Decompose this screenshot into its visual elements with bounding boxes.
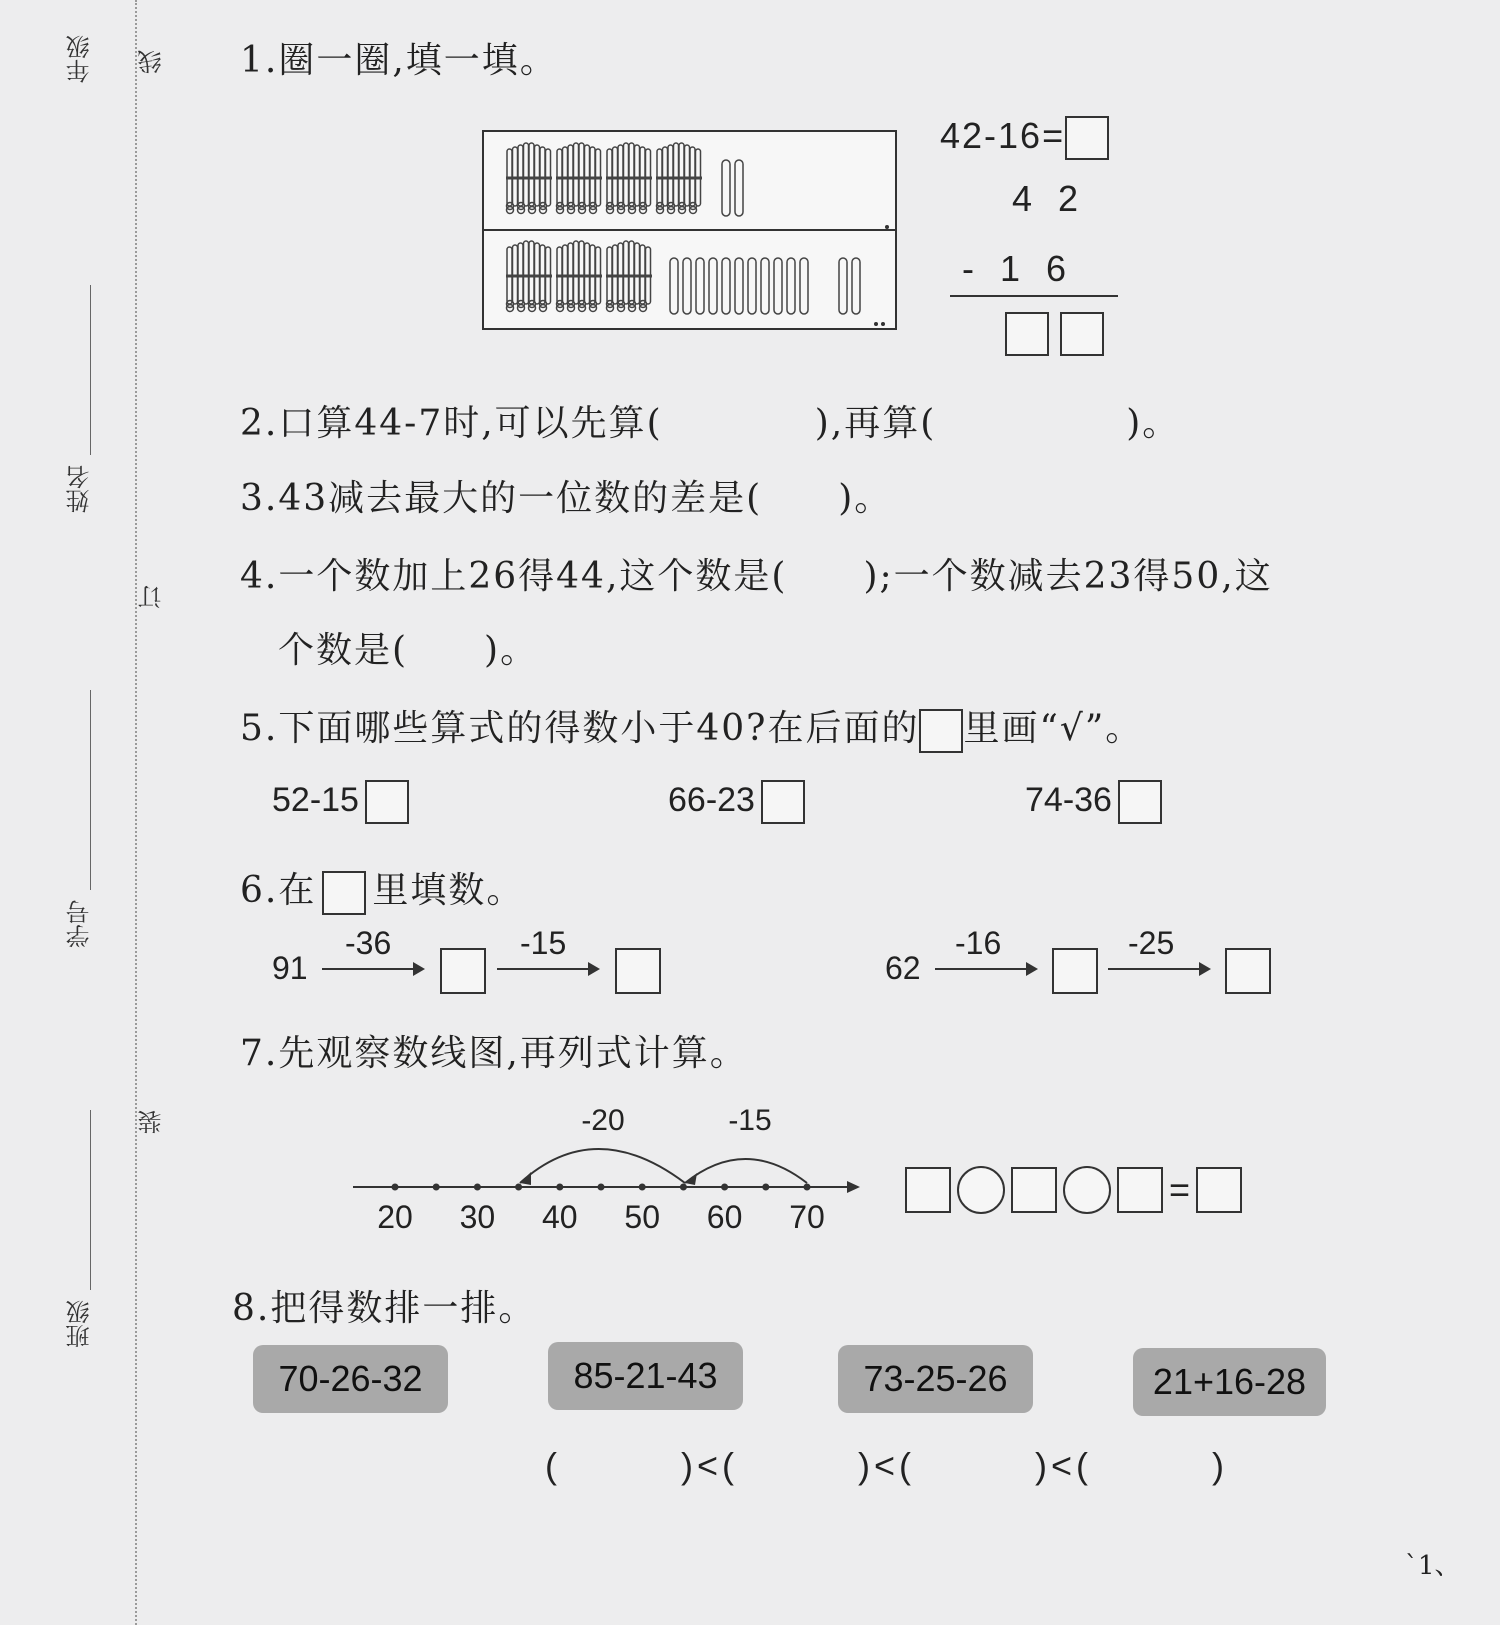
- q6-chain2-box2[interactable]: [1225, 948, 1271, 994]
- q8-expr-4: 21+16-28: [1133, 1348, 1326, 1416]
- q5-item-3: 74-36: [1025, 780, 1162, 824]
- q1-equation: 42-16=: [940, 115, 1109, 160]
- q7-circle-1[interactable]: [957, 1166, 1005, 1214]
- q6-chain2-start: 62: [885, 950, 921, 986]
- bind-line-char: 线: [138, 50, 166, 74]
- q5-item-2: 66-23: [668, 780, 805, 824]
- q8-expr-3: 73-25-26: [838, 1345, 1033, 1413]
- q1-sum-line: [950, 295, 1118, 297]
- q2-text: 2.口算44-7时,可以先算( ),再算( )。: [240, 403, 1181, 444]
- q5-item-1: 52-15: [272, 780, 409, 824]
- q8-order-line: ( )<( )<( )<( ): [545, 1445, 1228, 1486]
- tick-label-60: 60: [706, 1199, 743, 1235]
- q1-ones-box[interactable]: [1060, 312, 1104, 356]
- binding-dotted-line: [135, 0, 137, 1625]
- q5-checkbox-2[interactable]: [761, 780, 805, 824]
- jump-arc-15: [685, 1159, 807, 1183]
- number-line-tick-labels: [377, 1199, 825, 1235]
- class-label: 班级: [66, 1300, 94, 1348]
- jump-arc-20: [520, 1149, 685, 1183]
- student-no-underline[interactable]: [90, 690, 91, 890]
- q6-chain1-op1: -36: [345, 925, 392, 961]
- name-underline[interactable]: [90, 285, 91, 455]
- student-no-label: 学号: [66, 900, 94, 948]
- q7-title: 7.先观察数线图,再列式计算。: [240, 1033, 748, 1074]
- q1-top-digits: 4 2: [1012, 178, 1087, 219]
- page-number: `1、: [1405, 1551, 1461, 1581]
- bind-zhuang-char: 装: [138, 1110, 166, 1134]
- q1-tens-box[interactable]: [1005, 312, 1049, 356]
- q7-box-3[interactable]: [1117, 1167, 1163, 1213]
- tick-label-30: 30: [459, 1199, 496, 1235]
- q8-expr-2: 85-21-43: [548, 1342, 743, 1410]
- q5-sample-box: [919, 709, 963, 753]
- q7-box-result[interactable]: [1196, 1167, 1242, 1213]
- q6-chain1-box1[interactable]: [440, 948, 486, 994]
- tick-label-50: 50: [624, 1199, 660, 1235]
- q8-title: 8.把得数排一排。: [232, 1288, 537, 1329]
- sticks-picture: [482, 130, 897, 330]
- class-underline[interactable]: [90, 1110, 91, 1290]
- q7-box-2[interactable]: [1011, 1167, 1057, 1213]
- q6-chain1-start: 91: [272, 950, 308, 986]
- q6-chain1-box2[interactable]: [615, 948, 661, 994]
- q3-text: 3.43减去最大的一位数的差是( )。: [240, 478, 893, 519]
- jump-label-20: -20: [581, 1104, 625, 1137]
- q4-line2: 个数是( )。: [278, 630, 539, 671]
- q6-chain1-op2: -15: [520, 925, 567, 961]
- name-label: 姓名: [66, 465, 94, 513]
- q6-chain2-arrow2: [1108, 968, 1208, 970]
- grade-label: 年级: [66, 35, 94, 83]
- jump-label-15: -15: [728, 1104, 772, 1137]
- q5-checkbox-3[interactable]: [1118, 780, 1162, 824]
- q6-text: 6.在 里填数。: [240, 862, 524, 915]
- q5-checkbox-1[interactable]: [365, 780, 409, 824]
- q6-chain2-box1[interactable]: [1052, 948, 1098, 994]
- q1-sub-digits: - 1 6: [962, 248, 1075, 289]
- q7-equals: =: [1169, 1169, 1191, 1210]
- q6-sample-box: [322, 871, 366, 915]
- q6-chain1-arrow2: [497, 968, 597, 970]
- bind-ding-char: 订: [138, 585, 166, 609]
- q6-chain2-op2: -25: [1128, 925, 1175, 961]
- q6-chain2-arrow1: [935, 968, 1035, 970]
- tick-label-40: 40: [542, 1199, 578, 1235]
- q6-chain1-arrow1: [322, 968, 422, 970]
- q7-circle-2[interactable]: [1063, 1166, 1111, 1214]
- tick-label-20: 20: [377, 1199, 413, 1235]
- q1-result-boxes: [1005, 312, 1104, 356]
- q4-line1: 4.一个数加上26得44,这个数是( );一个数减去23得50,这: [240, 556, 1273, 597]
- q6-chain2-op1: -16: [955, 925, 1002, 961]
- q7-equation-template: [905, 1167, 1242, 1213]
- q5-text: 5.下面哪些算式的得数小于40?在后面的 里画“√”。: [240, 700, 1143, 753]
- q8-expr-1: 70-26-32: [253, 1345, 448, 1413]
- q7-box-1[interactable]: [905, 1167, 951, 1213]
- q1-title: 1.圈一圈,填一填。: [240, 40, 558, 81]
- tick-label-70: 70: [789, 1199, 825, 1235]
- number-line: [345, 1095, 865, 1245]
- q1-answer-box[interactable]: [1065, 116, 1109, 160]
